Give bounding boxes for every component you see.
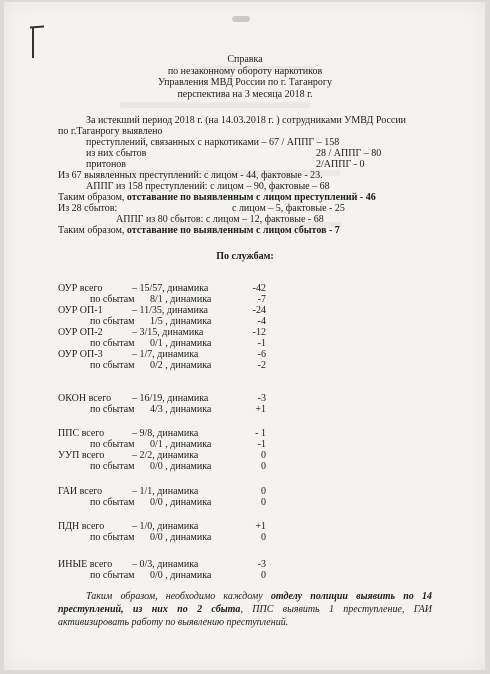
service-value: 0/2 , динамика [150, 360, 212, 371]
service-delta: 0 [261, 497, 266, 508]
service-name: ИНЫЕ всего [58, 559, 113, 570]
service-value: 0/0 , динамика [150, 570, 212, 581]
service-delta: -12 [252, 327, 266, 338]
service-value: 4/3 , динамика [150, 404, 212, 415]
header-subtitle: перспектива на 3 месяца 2018 г. [177, 88, 313, 100]
service-value: 0/1 , динамика [150, 338, 212, 349]
service-value: 0/0 , динамика [150, 461, 212, 472]
body-line: по г.Таганрогу выявлено [58, 126, 163, 137]
service-name: по сбытам [90, 532, 135, 543]
body-line: из них сбытов [86, 148, 147, 159]
conclusion-text: Таким образом, необходимо каждому [86, 591, 271, 602]
service-value: 0/0 , динамика [150, 497, 212, 508]
service-value: 0/1 , динамика [150, 439, 212, 450]
service-name: по сбытам [90, 294, 135, 305]
service-value: – 9/8, динамика [132, 428, 199, 439]
service-delta: -4 [257, 316, 266, 327]
body-value: 2/АППГ - 0 [316, 159, 365, 170]
header-title: Справка [227, 54, 263, 65]
service-name: ОУР ОП-3 [58, 349, 103, 360]
pen-mark [30, 24, 44, 58]
body-line: преступлений, связанных с наркотиками – 67 / АППГ – 158 [86, 137, 340, 148]
service-name: по сбытам [90, 570, 135, 581]
service-value: 1/5 , динамика [150, 316, 212, 327]
service-name: по сбытам [90, 338, 135, 349]
service-name: по сбытам [90, 439, 135, 450]
service-name: ГАИ всего [58, 486, 103, 497]
service-delta: -24 [252, 305, 266, 316]
service-name: по сбытам [90, 497, 135, 508]
service-name: по сбытам [90, 360, 135, 371]
service-delta: -42 [252, 283, 266, 294]
service-name: по сбытам [90, 461, 135, 472]
body-value: с лицом – 5, фактовые - 25 [232, 203, 345, 214]
service-value: – 2/2, динамика [132, 450, 199, 461]
service-value: – 16/19, динамика [132, 393, 209, 404]
service-value: – 1/0, динамика [132, 521, 199, 532]
service-delta: 0 [261, 461, 266, 472]
body-line: АППГ из 158 преступлений: с лицом – 90, фактовые – 68 [86, 181, 330, 192]
service-delta: -2 [257, 360, 266, 371]
paper-speck [232, 16, 250, 22]
body-line: притонов [86, 159, 127, 170]
header-subtitle: Управления МВД России по г. Таганрогу [157, 77, 333, 88]
conclusion-paragraph [58, 590, 432, 629]
service-name: ОКОН всего [58, 393, 112, 404]
service-value: 0/0 , динамика [150, 532, 212, 543]
body-value: 28 / АППГ – 80 [316, 148, 382, 159]
service-delta: 0 [261, 486, 266, 497]
header-subtitle: по незаконному обороту наркотиков [167, 65, 323, 77]
body-emphasis: отставание по выявленным с лицом преступлений - 46 [126, 192, 376, 203]
body-text: Таким образом, [58, 192, 127, 203]
service-delta: - 1 [255, 428, 266, 439]
service-name: ОУР всего [58, 283, 103, 294]
service-delta: 0 [261, 570, 266, 581]
service-name: ПДН всего [58, 521, 105, 532]
service-delta: -1 [257, 439, 266, 450]
service-name: ОУР ОП-2 [58, 327, 103, 338]
service-delta: -7 [257, 294, 266, 305]
section-title: По службам: [216, 251, 274, 262]
service-name: по сбытам [90, 316, 135, 327]
service-delta: +1 [255, 521, 266, 532]
service-name: ППС всего [58, 428, 105, 439]
service-value: – 0/3, динамика [132, 559, 199, 570]
service-delta: -3 [257, 393, 266, 404]
body-line: Из 67 выявленных преступлений: с лицом - 44, фактовые - 23. [58, 170, 323, 181]
service-delta: 0 [261, 450, 266, 461]
body-line: Из 28 сбытов: [58, 203, 118, 214]
body-text: Таким образом, [58, 225, 127, 236]
service-value: – 1/7, динамика [132, 349, 199, 360]
service-delta: 0 [261, 532, 266, 543]
service-value: – 3/15, динамика [132, 327, 204, 338]
body-emphasis: отставание по выявленным с лицом сбытов - 7 [126, 225, 340, 236]
service-delta: +1 [255, 404, 266, 415]
conclusion-emphasis: отделу полиции выявить по 14 преступлений, из них по 2 сбыта [58, 591, 432, 615]
service-value: – 11/35, динамика [132, 305, 208, 316]
body-line: За истекший период 2018 г. (на 14.03.2018 г. ) сотрудниками УМВД России [86, 115, 407, 126]
body-line: АППГ из 80 сбытов: с лицом – 12, фактовые - 68 [116, 214, 324, 225]
body-line [58, 192, 376, 203]
service-delta: -3 [257, 559, 266, 570]
body-line [58, 225, 340, 236]
service-value: – 15/57, динамика [132, 283, 209, 294]
show-through [120, 102, 310, 108]
service-delta: -6 [257, 349, 266, 360]
service-value: 8/1 , динамика [150, 294, 212, 305]
service-value: – 1/1, динамика [132, 486, 199, 497]
service-name: по сбытам [90, 404, 135, 415]
document-header [0, 54, 490, 100]
service-name: ОУР ОП-1 [58, 305, 103, 316]
conclusion-text: , ППС выявить 1 преступление, ГАИ активизировать работу по выявлению преступлений. [58, 604, 432, 628]
service-name: УУП всего [58, 450, 105, 461]
service-delta: -1 [257, 338, 266, 349]
